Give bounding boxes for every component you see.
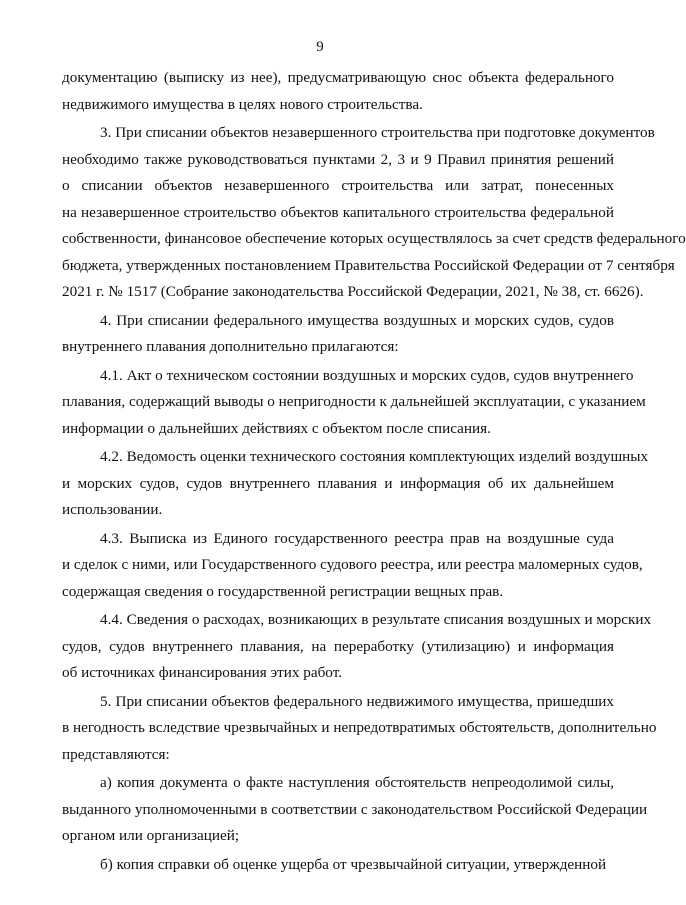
text-line: документацию (выписку из нее), предусматривающую снос объекта федерального <box>62 69 614 86</box>
text-line: 4.1. Акт о техническом состоянии воздушных и морских судов, судов внутреннего <box>100 366 634 384</box>
text-line: использовании. <box>62 501 163 518</box>
text-line: 4.2. Ведомость оценки технического состояния комплектующих изделий воздушных <box>100 448 649 465</box>
paragraph-p4 <box>62 308 614 361</box>
text-line: а) копия документа о факте наступления обстоятельств непреодолимой силы, <box>100 774 614 791</box>
text-line: судов, судов внутреннего плавания, на переработку (утилизацию) и информация <box>62 637 614 655</box>
paragraph-p4_3 <box>62 526 643 606</box>
paragraph-cont <box>62 65 614 118</box>
text-line: содержащая сведения о государственной регистрации вещных прав. <box>62 582 504 600</box>
paragraph-pb <box>62 852 614 879</box>
text-line: 4.4. Сведения о расходах, возникающих в результате списания воздушных и морских <box>100 611 652 628</box>
paragraph-p5 <box>62 689 657 769</box>
text-line: и морских судов, судов внутреннего плавания и информация об их дальнейшем <box>62 474 614 492</box>
document-body <box>62 65 686 880</box>
text-line: на незавершенное строительство объектов капитального строительства федеральной <box>62 203 614 221</box>
text-line: б) копия справки об оценке ущерба от чрезвычайной ситуации, утвержденной <box>100 855 607 873</box>
paragraph-p3 <box>62 120 686 306</box>
text-line: о списании объектов незавершенного строительства или затрат, понесенных <box>62 177 614 194</box>
text-line: собственности, финансовое обеспечение которых осуществлялось за счет средств федерального <box>62 230 686 247</box>
page-number: 9 <box>316 39 324 55</box>
text-line: органом или организацией; <box>62 827 240 844</box>
text-line: бюджета, утвержденных постановлением Правительства Российской Федерации от 7 сентября <box>62 256 675 274</box>
text-line: об источниках финансирования этих работ. <box>62 664 342 681</box>
text-line: 5. При списании объектов федерального недвижимого имущества, пришедших <box>100 692 614 710</box>
text-line: 2021 г. № 1517 (Собрание законодательства Российской Федерации, 2021, № 38, ст. 6626). <box>62 283 644 300</box>
paragraph-p4_1 <box>62 363 646 443</box>
text-line: необходимо также руководствоваться пунктами 2, 3 и 9 Правил принятия решений <box>62 150 614 168</box>
text-line: недвижимого имущества в целях нового строительства. <box>62 95 423 113</box>
text-line: плавания, содержащий выводы о непригодности к дальнейшей эксплуатации, с указанием <box>62 393 646 410</box>
text-line: и сделок с ними, или Государственного судового реестра, или реестра маломерных судов, <box>62 556 643 573</box>
text-line: 4.3. Выписка из Единого государственного реестра прав на воздушные суда <box>100 529 614 547</box>
text-line: внутреннего плавания дополнительно прилагаются: <box>62 338 399 355</box>
paragraph-p4_2 <box>62 444 649 524</box>
text-line: выданного уполномоченными в соответствии с законодательством Российской Федерации <box>62 800 648 818</box>
paragraph-p4_4 <box>62 607 652 687</box>
text-line: информации о дальнейших действиях с объектом после списания. <box>62 419 491 437</box>
text-line: в негодность вследствие чрезвычайных и непредотвратимых обстоятельств, дополнительно <box>62 719 657 736</box>
text-line: 4. При списании федерального имущества воздушных и морских судов, судов <box>100 311 614 329</box>
paragraph-pa <box>62 770 648 850</box>
text-line: представляются: <box>62 745 170 763</box>
text-line: 3. При списании объектов незавершенного строительства при подготовке документов <box>100 124 655 141</box>
